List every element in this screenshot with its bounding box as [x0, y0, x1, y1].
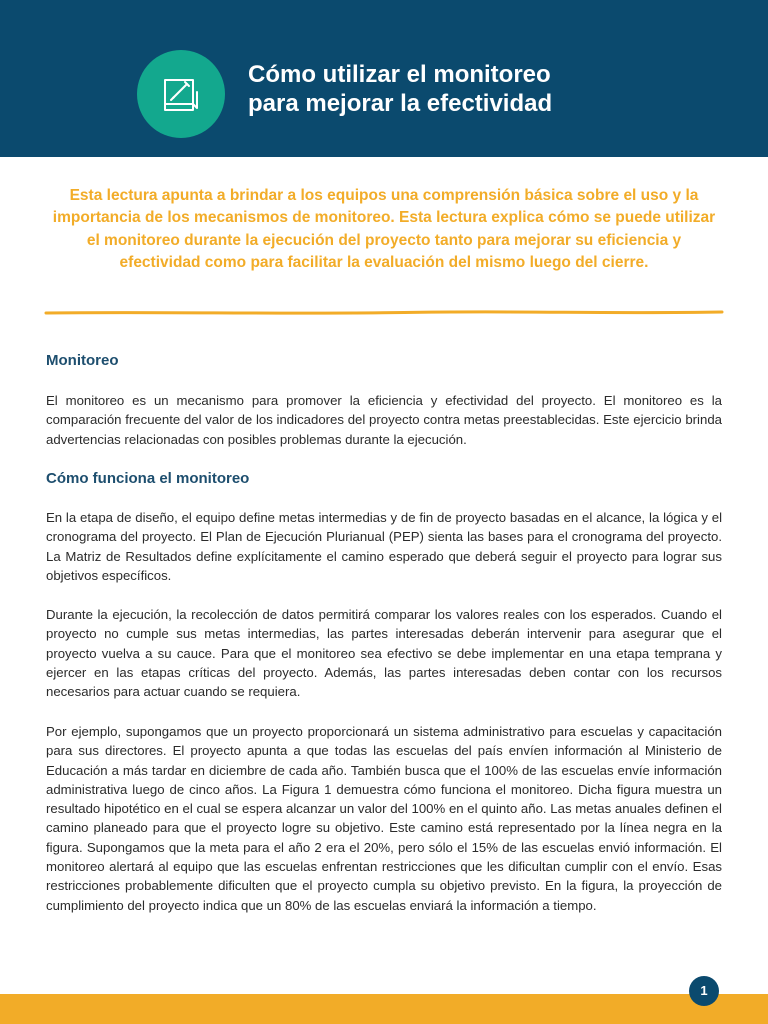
footer-bar [0, 994, 768, 1024]
header-badge [137, 50, 225, 138]
paragraph-como-funciona-3: Por ejemplo, supongamos que un proyecto proporcionará un sistema administrativo para escuelas y capacitación para sus directores. El proyecto apunta a que todas las escuelas del país envíen información al Ministerio de Educación a más tardar en diciembre de cada año. También busca que el 100% de las escuelas envíe información administrativa luego de cinco años. La Figura 1 demuestra cómo funciona el monitoreo. Dicha figura muestra un resultado hipotético en el cual se espera alcanzar un valor del 100% en el quinto año. Las metas anuales definen el camino planeado para que el proyecto logre su objetivo. Este camino está representado por la línea negra en la figura. Supongamos que la meta para el año 2 era el 20%, pero sólo el 15% de las escuelas envió información. El monitoreo alertará al equipo que las escuelas enfrentan restricciones que les dificultan cumplir con el envío. Esas restricciones probablemente dificulten que el proyecto cumpla su objetivo previsto. En la figura, la proyección de cumplimiento del proyecto indica que un 80% de las escuelas enviará la información a tiempo. [46, 724, 722, 913]
blueprint-drafting-icon [161, 74, 201, 114]
brush-divider [44, 309, 724, 317]
page-title [248, 60, 708, 118]
page-title-line-2: para mejorar la efectividad [248, 90, 553, 117]
intro-summary: Esta lectura apunta a brindar a los equipos una comprensión básica sobre el uso y la importancia de los mecanismos de monitoreo. Esta lectura explica cómo se puede utilizar el monitoreo durante la ejecución del proyecto tanto para mejorar su eficiencia y efectividad como para facilitar la evaluación del mismo luego del cierre. [52, 187, 716, 271]
header-banner [0, 0, 768, 157]
section-heading-monitoreo: Monitoreo [46, 352, 119, 369]
section-heading-como-funciona: Cómo funciona el monitoreo [46, 470, 250, 487]
page-title-line-1: Cómo utilizar el monitoreo [248, 61, 551, 88]
page-number-badge: 1 [689, 976, 719, 1006]
paragraph-monitoreo: El monitoreo es un mecanismo para promover la eficiencia y efectividad del proyecto. El monitoreo es la comparación frecuente del valor de los indicadores del proyecto contra metas preestablecidas. Este ejercicio brinda advertencias relacionadas con posibles problemas durante la ejecución. [46, 393, 722, 447]
paragraph-como-funciona-2: Durante la ejecución, la recolección de datos permitirá comparar los valores reales con los esperados. Cuando el proyecto no cumple sus metas intermedias, las partes interesadas deberán intervenir para asegurar que el proyecto vuelva a su cauce. Para que el monitoreo sea efectivo se debe implementar en una etapa temprana y ejercer en las etapas críticas del proyecto. Además, las partes interesadas deben contar con los recursos necesarios para actuar cuando se requiera. [46, 607, 722, 700]
paragraph-como-funciona-1: En la etapa de diseño, el equipo define metas intermedias y de fin de proyecto basadas en el alcance, la lógica y el cronograma del proyecto. El Plan de Ejecución Plurianual (PEP) sienta las bases para el cronograma del proyecto. La Matriz de Resultados define explícitamente el camino esperado que deberá seguir el proyecto para lograr sus objetivos específicos. [46, 510, 722, 583]
